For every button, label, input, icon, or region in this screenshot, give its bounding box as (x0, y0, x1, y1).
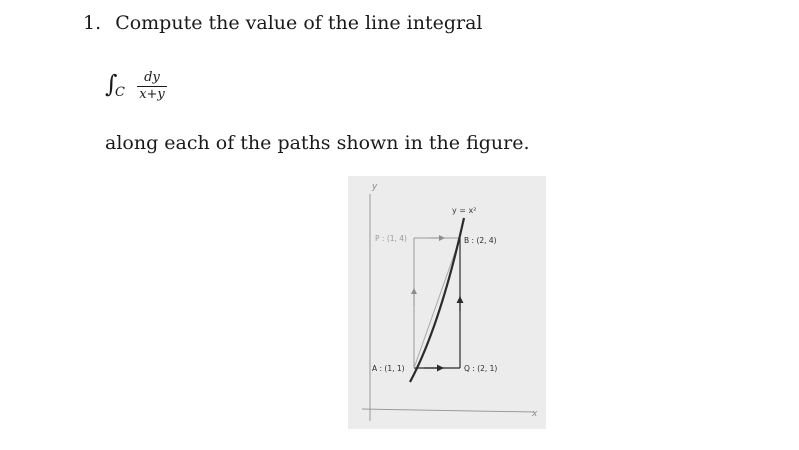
paths-figure (348, 176, 546, 429)
integral-subscript: C (115, 85, 125, 100)
fraction-numerator: dy (144, 70, 160, 85)
problem-number: 1. (83, 12, 102, 34)
path-a-to-b-straight (414, 238, 460, 368)
fraction-denominator: x+y (139, 87, 165, 102)
problem-continuation: along each of the paths shown in the figure. (105, 132, 530, 154)
figure-svg (348, 176, 546, 429)
curve-label: y = x² (452, 206, 477, 215)
x-axis (362, 409, 534, 412)
y-axis-label: y (372, 182, 378, 192)
integral-sign: ∫ (105, 70, 118, 98)
point-a-label: A : (1, 1) (372, 364, 405, 373)
problem-statement (83, 12, 483, 34)
point-b-label: B : (2, 4) (464, 236, 497, 245)
problem-text: Compute the value of the line integral (115, 12, 483, 34)
point-p-label: P : (1, 4) (375, 234, 407, 243)
point-q-label: Q : (2, 1) (464, 364, 498, 373)
line-integral-formula (105, 66, 175, 106)
x-axis-label: x (532, 409, 538, 419)
